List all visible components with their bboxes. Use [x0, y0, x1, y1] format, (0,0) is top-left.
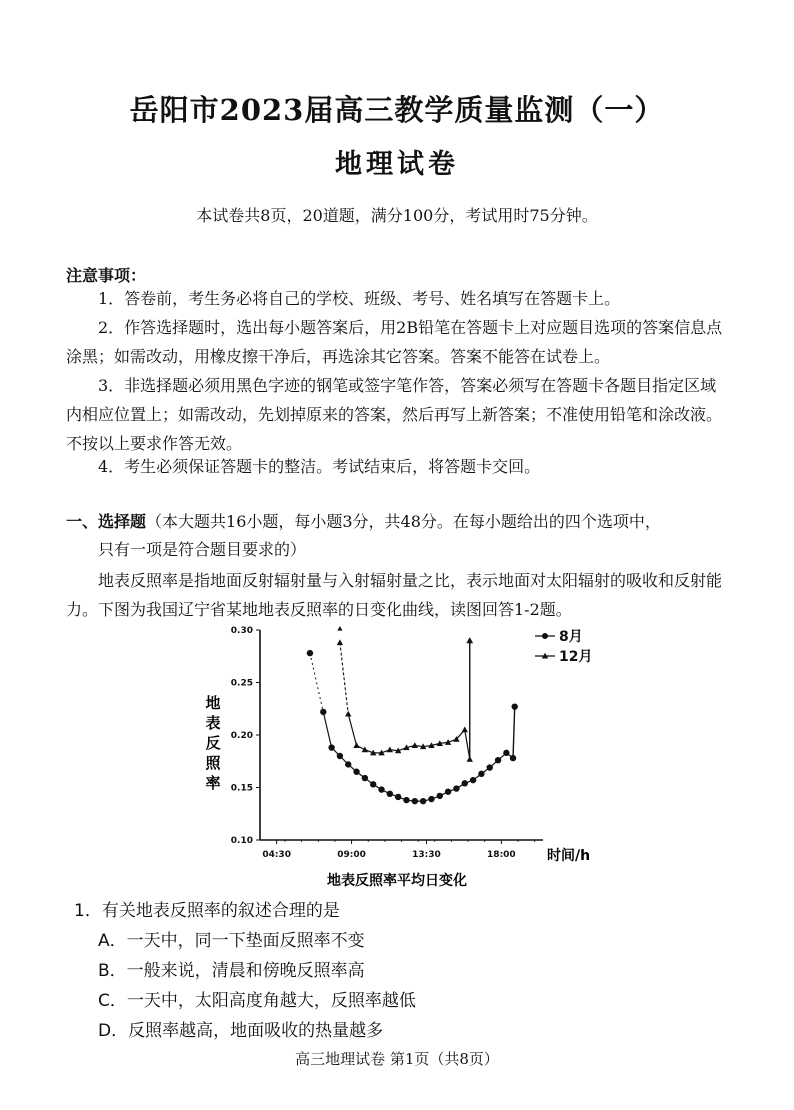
december-point — [362, 747, 368, 753]
question-1-option-a: A．一天中，同一下垫面反照率不变 — [98, 931, 365, 951]
y-tick-label: 0.15 — [230, 783, 253, 794]
albedo-chart-svg — [195, 618, 615, 893]
exam-intro: 本试卷共8页，20道题，满分100分，考试用时75分钟。 — [196, 206, 598, 225]
notice-item-1: 1．答卷前，考生务必将自己的学校、班级、考号、姓名填写在答题卡上。 — [98, 289, 621, 308]
section-title: 一、选择题 — [66, 512, 147, 531]
x-tick-label: 09:00 — [337, 850, 366, 860]
question-1-option-d: D．反照率越高，地面吸收的热量越多 — [98, 1021, 384, 1041]
question-1-option-c: C．一天中，太阳高度角越大，反照率越低 — [98, 991, 416, 1011]
december-point — [466, 637, 473, 643]
august-point — [437, 793, 443, 799]
august-point — [487, 764, 493, 770]
chart-axes — [260, 630, 543, 840]
august-point — [337, 753, 343, 759]
august-point — [328, 744, 334, 750]
august-point — [307, 650, 313, 656]
page-footer: 高三地理试卷 第1页（共8页） — [295, 1050, 499, 1068]
august-point — [378, 786, 384, 792]
chart-series — [307, 626, 518, 804]
exam-title: 岳阳市2023届高三教学质量监测（一） — [129, 93, 665, 127]
august-point — [395, 794, 401, 800]
august-point — [320, 709, 326, 715]
section-note-1: （本大题共16小题，每小题3分，共48分。在每小题给出的四个选项中， — [146, 512, 661, 531]
albedo-chart — [195, 618, 615, 893]
chart-ticks — [231, 626, 535, 860]
august-point — [403, 797, 409, 803]
august-point — [503, 750, 509, 756]
august-point — [510, 755, 516, 761]
subject-title: 地理试卷 — [335, 149, 459, 180]
december-point — [337, 626, 342, 631]
x-tick-label: 04:30 — [262, 850, 291, 860]
x-tick-label: 13:30 — [412, 850, 441, 860]
x-axis-label: 时间/h — [547, 848, 591, 864]
august-point — [478, 771, 484, 777]
chart-title: 地表反照率平均日变化 — [327, 873, 467, 889]
y-tick-label: 0.20 — [230, 731, 253, 741]
august-point — [445, 789, 451, 795]
december-point — [353, 742, 359, 748]
december-point — [462, 727, 468, 733]
legend-december-label: 12月 — [559, 649, 593, 665]
question-1-stem: 1．有关地表反照率的叙述合理的是 — [74, 901, 340, 921]
august-point — [387, 791, 393, 797]
chart-legend — [535, 629, 592, 665]
section-heading — [66, 508, 732, 564]
august-point — [412, 798, 418, 804]
december-point — [337, 639, 343, 645]
august-point — [353, 769, 359, 775]
august-point — [370, 781, 376, 787]
august-point — [420, 798, 426, 804]
y-tick-label: 0.30 — [230, 626, 253, 636]
notice-heading: 注意事项： — [66, 266, 147, 285]
legend-august-marker — [542, 633, 548, 639]
y-tick-label: 0.25 — [230, 678, 253, 689]
december-point — [467, 756, 473, 762]
y-axis-label: 地表反照率 — [205, 694, 221, 792]
series-december-dash — [340, 643, 348, 714]
series-december-line — [348, 714, 470, 759]
august-point — [453, 785, 459, 791]
august-point — [345, 761, 351, 767]
notice-item-4: 4．考生必须保证答题卡的整洁。考试结束后，将答题卡交回。 — [98, 457, 541, 476]
series-august-dash — [310, 653, 323, 712]
august-point — [362, 775, 368, 781]
august-point — [470, 777, 476, 783]
august-point — [495, 757, 501, 763]
section-note-2: 只有一项是符合题目要求的） — [98, 540, 307, 559]
august-point — [512, 703, 518, 709]
x-tick-label: 18:00 — [487, 850, 516, 860]
question-passage: 地表反照率是指地面反射辐射量与入射辐射量之比，表示地面对太阳辐射的吸收和反射能力。下图为我国辽宁省某地地表反照率的日变化曲线，读图回答1-2题。 — [66, 571, 723, 619]
august-point — [428, 796, 434, 802]
legend-august-label: 8月 — [559, 629, 583, 645]
notice-item-3: 3．非选择题必须用黑色字迹的钢笔或签字笔作答，答案必须写在答题卡各题目指定区域内相应位置上；如需改动，先划掉原来的答案，然后再写上新答案；不准使用铅笔和涂改液。不按以上要求作答无效。 — [66, 376, 723, 453]
december-point — [345, 711, 351, 717]
y-tick-label: 0.10 — [230, 836, 253, 846]
notice-item-2: 2．作答选择题时，选出每小题答案后，用2B铅笔在答题卡上对应题目选项的答案信息点涂黑；如需改动，用橡皮擦干净后，再选涂其它答案。答案不能答在试卷上。 — [66, 318, 723, 366]
series-august-end — [513, 707, 515, 758]
august-point — [462, 780, 468, 786]
question-1-option-b: B．一般来说，清晨和傍晚反照率高 — [98, 961, 365, 981]
